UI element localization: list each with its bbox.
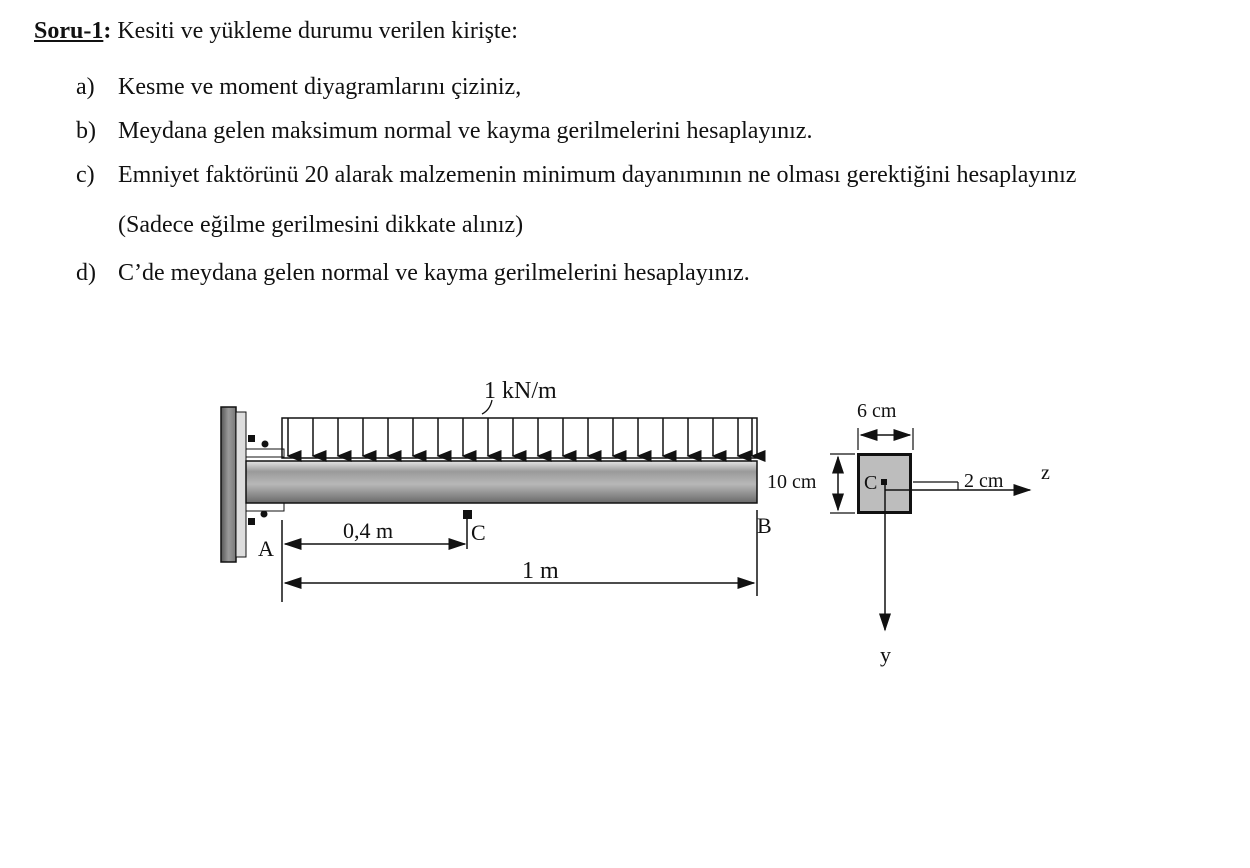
item-letter: b) <box>76 118 96 144</box>
item-letter: d) <box>76 260 96 286</box>
label-b: B <box>757 513 772 538</box>
load-label: 1 kN/m <box>484 378 557 404</box>
z-axis-label: z <box>1041 462 1050 484</box>
offset-label: 2 cm <box>964 470 1004 492</box>
section-point-c-marker <box>881 479 887 485</box>
section-height-label: 10 cm <box>767 471 817 493</box>
question-colon: : <box>103 18 112 44</box>
flange-bottom <box>246 503 284 511</box>
bolt-bottom-round <box>261 511 268 518</box>
load-arrows <box>288 418 752 456</box>
section-width-label: 6 cm <box>857 400 897 422</box>
bolt-top <box>248 435 255 442</box>
question-intro: Kesiti ve yükleme durumu verilen kirişte: <box>111 18 518 44</box>
fixed-wall <box>221 407 236 562</box>
bolt-top-round <box>262 441 269 448</box>
item-text: Kesme ve moment diyagramlarını çiziniz, <box>118 74 522 100</box>
item-text: Meydana gelen maksimum normal ve kayma gerilmelerini hesaplayınız. <box>118 118 813 144</box>
bolt-bottom <box>248 518 255 525</box>
dim-ab-label: 1 m <box>522 558 559 584</box>
wall-plate <box>236 412 246 557</box>
y-axis-label: y <box>880 642 891 667</box>
question-label: Soru-1 <box>34 18 104 44</box>
beam <box>246 461 757 503</box>
dim-ac-label: 0,4 m <box>343 518 394 543</box>
label-a: A <box>258 536 274 561</box>
section-point-c-label: C <box>864 472 878 494</box>
item-letter: a) <box>76 74 95 100</box>
item-letter: c) <box>76 162 95 188</box>
distributed-load-box <box>282 418 757 458</box>
item-c-note: (Sadece eğilme gerilmesini dikkate alınız) <box>118 212 524 238</box>
label-c: C <box>471 520 486 545</box>
point-c-marker <box>463 510 472 519</box>
item-text: C’de meydana gelen normal ve kayma gerilmelerini hesaplayınız. <box>118 260 750 286</box>
flange-top <box>246 449 284 457</box>
item-text: Emniyet faktörünü 20 alarak malzemenin minimum dayanımının ne olması gerektiğini hesaplayınız <box>118 162 1077 188</box>
